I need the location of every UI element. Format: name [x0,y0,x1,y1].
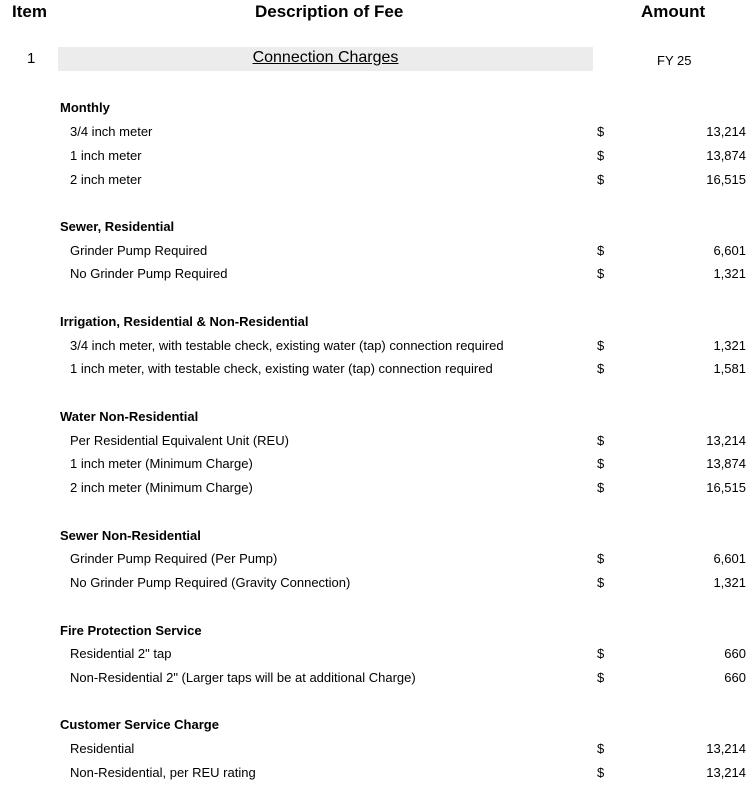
fee-row [0,765,753,783]
fee-amount: 13,214 [706,765,746,780]
currency-symbol: $ [597,361,605,376]
fee-amount: 16,515 [706,172,746,187]
fee-amount: 13,214 [706,124,746,139]
currency-symbol: $ [597,433,605,448]
fee-row [0,456,753,474]
header-item: Item [12,2,47,21]
fee-amount: 1,321 [713,575,746,590]
fee-amount: 6,601 [713,551,746,566]
currency-symbol: $ [597,765,605,780]
item-number: 1 [27,50,36,67]
fee-amount: 1,581 [713,361,746,376]
currency-symbol: $ [597,741,605,756]
section-heading: Customer Service Charge [60,717,219,732]
currency-symbol: $ [597,148,605,163]
fee-amount: 13,874 [706,148,746,163]
fee-row [0,575,753,593]
fee-label: Non-Residential, per REU rating [70,765,256,780]
fee-amount: 6,601 [713,243,746,258]
fee-amount: 1,321 [713,338,746,353]
fee-row [0,670,753,688]
fee-label: Residential [70,741,135,756]
fee-amount: 660 [724,670,746,685]
fee-row [0,172,753,190]
section-heading: Sewer, Residential [60,219,175,234]
fee-label: No Grinder Pump Required [70,266,228,281]
currency-symbol: $ [597,575,605,590]
header-amount: Amount [641,2,706,21]
fiscal-year: FY 25 [657,53,692,68]
fee-label: No Grinder Pump Required (Gravity Connection) [70,575,351,590]
currency-symbol: $ [597,480,605,495]
fee-row [0,646,753,664]
currency-symbol: $ [597,551,605,566]
fee-row [0,361,753,379]
currency-symbol: $ [597,670,605,685]
currency-symbol: $ [597,646,605,661]
fee-row [0,124,753,142]
fee-amount: 13,214 [706,433,746,448]
fee-amount: 13,874 [706,456,746,471]
currency-symbol: $ [597,456,605,471]
currency-symbol: $ [597,172,605,187]
fee-amount: 1,321 [713,266,746,281]
fee-row [0,266,753,284]
fee-label: Residential 2" tap [70,646,172,661]
fee-row [0,433,753,451]
fee-label: 2 inch meter [70,172,142,187]
fee-label: Non-Residential 2" (Larger taps will be at additional Charge) [70,670,416,685]
section-heading: Sewer Non-Residential [60,528,201,543]
fee-amount: 13,214 [706,741,746,756]
fee-label: 2 inch meter (Minimum Charge) [70,480,253,495]
fee-row [0,338,753,356]
header-description: Description of Fee [255,2,404,21]
fee-row [0,741,753,759]
section-title: Connection Charges [252,49,399,66]
fee-label: Grinder Pump Required [70,243,208,258]
fee-label: 3/4 inch meter, with testable check, existing water (tap) connection required [70,338,504,353]
currency-symbol: $ [597,338,605,353]
fee-label: 1 inch meter [70,148,142,163]
fee-label: 1 inch meter (Minimum Charge) [70,456,253,471]
fee-row [0,480,753,498]
fee-label: 3/4 inch meter [70,124,153,139]
section-heading: Fire Protection Service [60,623,202,638]
fee-amount: 16,515 [706,480,746,495]
fee-row [0,551,753,569]
currency-symbol: $ [597,243,605,258]
fee-row [0,243,753,261]
fee-amount: 660 [724,646,746,661]
currency-symbol: $ [597,124,605,139]
fee-label: Grinder Pump Required (Per Pump) [70,551,278,566]
fee-label: 1 inch meter, with testable check, existing water (tap) connection required [70,361,493,376]
section-heading: Water Non-Residential [60,409,199,424]
section-heading: Irrigation, Residential & Non-Residential [60,314,309,329]
fee-label: Per Residential Equivalent Unit (REU) [70,433,289,448]
fee-row [0,148,753,166]
currency-symbol: $ [597,266,605,281]
title-band [58,47,593,71]
section-heading: Monthly [60,100,110,115]
